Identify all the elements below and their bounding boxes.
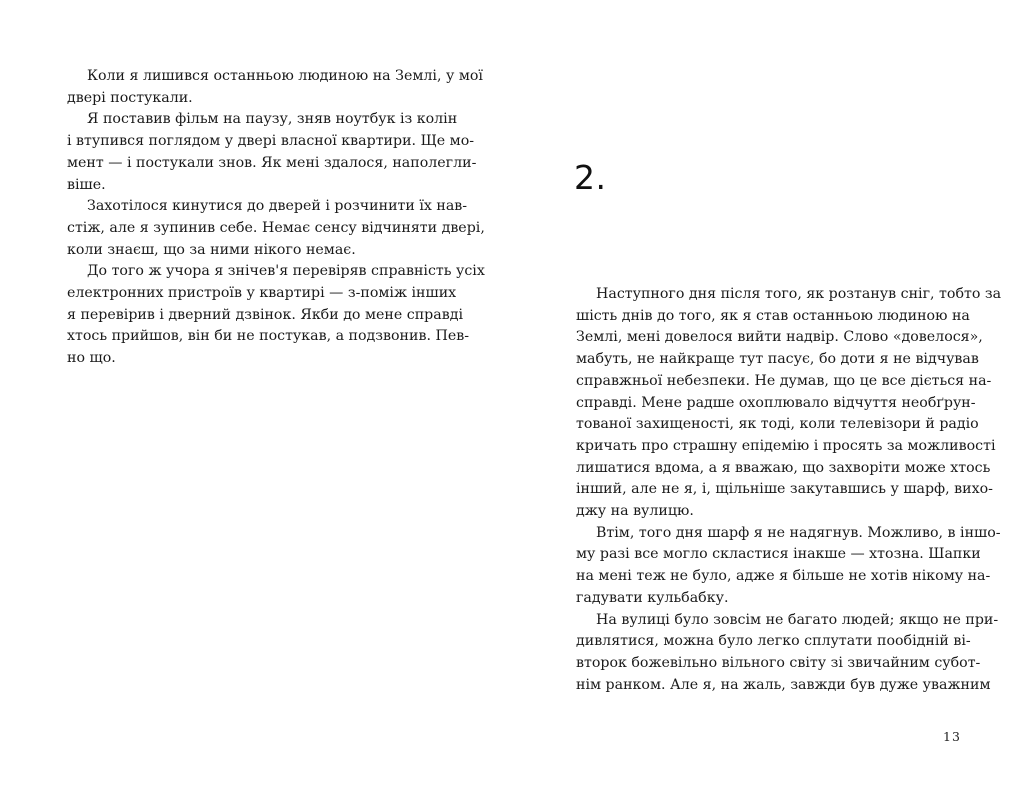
text-line: джу на вулицю. (576, 503, 694, 520)
text-line: но що. (67, 350, 116, 367)
text-line: коли знаєш, що за ними нікого немає. (67, 241, 356, 258)
text-line: мабуть, не найкраще тут пасує, бо доти я не відчував (576, 351, 979, 368)
text-line: дивлятися, можна було легко сплутати пообідній ві- (576, 633, 971, 650)
text-line: Втім, того дня шарф я не надягнув. Можливо, в іншо- (596, 524, 1001, 541)
text-line: стіж, але я зупинив себе. Немає сенсу відчиняти двері, (67, 219, 485, 236)
right-page (512, 0, 1024, 788)
chapter-number: 2. (574, 158, 607, 197)
paragraph (67, 196, 485, 261)
text-line: справжньої небезпеки. Не думав, що це все діється на- (576, 372, 992, 389)
page-number: 13 (943, 729, 961, 744)
paragraph (576, 284, 1002, 523)
text-line: тованої захищеності, як тоді, коли телевізори й радіо (576, 416, 979, 433)
text-line: кричать про страшну епідемію і просять за можливості (576, 437, 996, 454)
left-page-text (67, 66, 485, 370)
text-line: лишатися вдома, а я вважаю, що захворіти може хтось (576, 459, 991, 476)
paragraph (67, 261, 485, 370)
paragraph (67, 109, 477, 196)
text-line: я перевірив і дверний дзвінок. Якби до мене справді (67, 306, 463, 323)
text-line: шість днів до того, як я став останньою людиною на (576, 307, 970, 324)
text-line: Захотілося кинутися до дверей і розчинити їх нав- (87, 198, 468, 215)
text-line: віше. (67, 176, 106, 193)
text-line: електронних пристроїв у квартирі — з-поміж інших (67, 285, 457, 302)
text-line: Наступного дня після того, як розтанув сніг, тобто за (596, 286, 1002, 302)
text-line: Я поставив фільм на паузу, зняв ноутбук із колін (87, 111, 458, 128)
text-line: і втупився поглядом у двері власної квартири. Ще мо- (67, 133, 475, 150)
text-line: інший, але не я, і, щільніше закутавшись у шарф, вихо- (576, 481, 993, 498)
text-line: До того ж учора я знічев'я перевіряв справність усіх (87, 263, 485, 280)
text-line: Землі, мені довелося вийти надвір. Слово «довелося», (576, 329, 983, 346)
text-line: нім ранком. Але я, на жаль, завжди був дуже уважним (576, 676, 991, 693)
text-line: му разі все могло скластися інакше — хтозна. Шапки (576, 546, 981, 563)
paragraph (67, 66, 483, 109)
paragraph (576, 610, 999, 697)
text-line: двері постукали. (67, 89, 193, 106)
paragraph (576, 523, 1001, 610)
text-line: второк божевільно вільного світу зі звичайним субот- (576, 654, 981, 671)
text-line: мент — і постукали знов. Як мені здалося, наполегли- (67, 154, 477, 171)
text-line: Коли я лишився останньою людиною на Землі, у мої (87, 68, 483, 84)
text-line: На вулиці було зовсім не багато людей; якщо не при- (596, 611, 999, 628)
text-line: справді. Мене радше охоплювало відчуття необґрун- (576, 394, 976, 411)
text-line: хтось прийшов, він би не постукав, а подзвонив. Пев- (67, 328, 470, 345)
text-line: на мені теж не було, адже я більше не хотів нікому на- (576, 568, 991, 585)
text-line: гадувати кульбабку. (576, 589, 729, 606)
right-page-text (576, 284, 1002, 696)
